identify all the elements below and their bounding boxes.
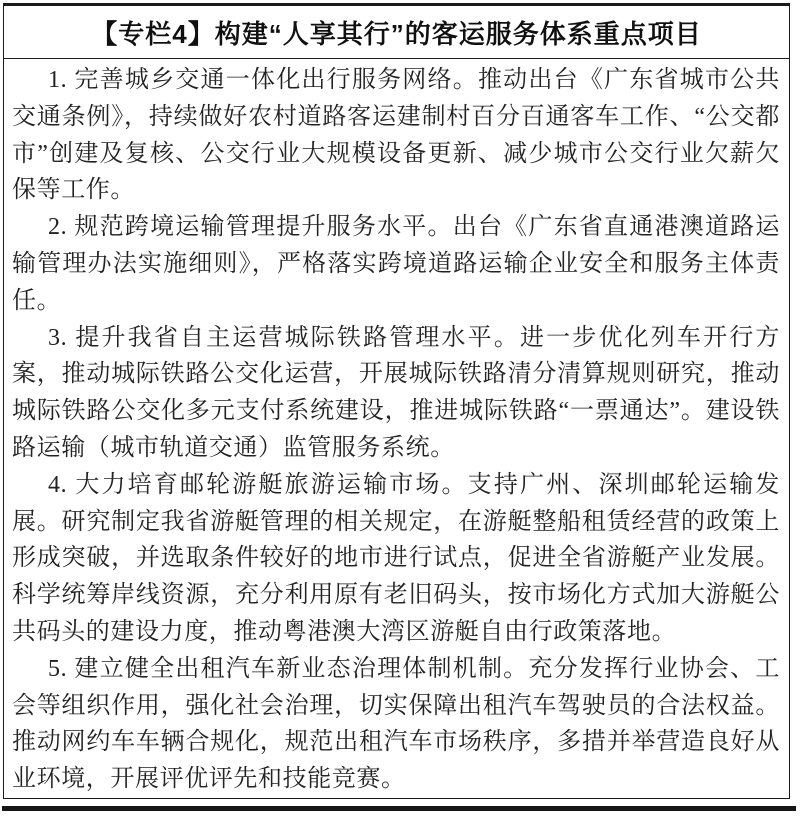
- column-box: [3, 3, 790, 799]
- column-body: [4, 59, 789, 798]
- column-title: 【专栏4】构建“人享其行”的客运服务体系重点项目: [4, 6, 789, 59]
- column-paragraph-1: 1. 完善城乡交通一体化出行服务网络。推动出台《广东省城市公共交通条例》，持续做好农村道路客运建制村百分百通客车工作、“公交都市”创建及复核、公交行业大规模设备更新、减少城市公交行业欠薪欠保等工作。: [12, 67, 780, 204]
- column-paragraph-2: 2. 规范跨境运输管理提升服务水平。出台《广东省直通港澳道路运输管理办法实施细则》，严格落实跨境道路运输企业安全和服务主体责任。: [12, 214, 780, 314]
- bottom-thick-rule: [2, 806, 796, 811]
- column-paragraph-3: 3. 提升我省自主运营城际铁路管理水平。进一步优化列车开行方案，推动城际铁路公交化运营，开展城际铁路清分清算规则研究，推动城际铁路公交化多元支付系统建设，推进城际铁路“一票通达”。建设铁路运输（城市轨道交通）监管服务系统。: [12, 324, 780, 461]
- column-paragraph-5: 5. 建立健全出租汽车新业态治理体制机制。充分发挥行业协会、工会等组织作用，强化社会治理，切实保障出租汽车驾驶员的合法权益。推动网约车车辆合规化，规范出租汽车市场秩序，多措并举营造良好从业环境，开展评优评先和技能竞赛。: [12, 655, 780, 793]
- column-paragraph-4: 4. 大力培育邮轮游艇旅游运输市场。支持广州、深圳邮轮运输发展。研究制定我省游艇管理的相关规定，在游艇整船租赁经营的政策上形成突破，并选取条件较好的地市进行试点，促进全省游艇产业发展。科学统筹岸线资源，充分利用原有老旧码头，按市场化方式加大游艇公共码头的建设力度，推动粤港澳大湾区游艇自由行政策落地。: [12, 471, 780, 645]
